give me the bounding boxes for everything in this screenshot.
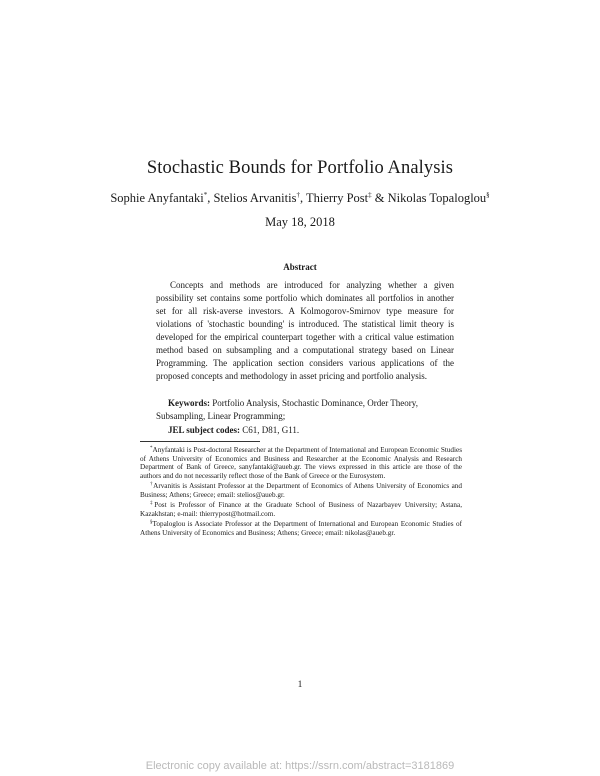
- footnote-mark: §: [150, 520, 153, 526]
- author-footnote-mark: §: [486, 191, 490, 199]
- author-footnote-mark: ‡: [368, 191, 372, 199]
- jel-codes-line: [168, 424, 454, 437]
- footnote-text: Arvanitis is Assistant Professor at the Department of Economics of Athens University of Economics and Business; Athens; Greece; email: stelios@aueb.gr.: [140, 482, 462, 499]
- page-number: 1: [297, 680, 303, 690]
- footnote-mark: †: [150, 482, 154, 488]
- footnote-text: Topaloglou is Associate Professor at the Department of International and European Economic Studies of Athens University of Economics and Business; Athens; Greece; email: nikolas@aueb.gr.: [140, 520, 462, 537]
- author-separator: ,: [207, 191, 214, 205]
- footnote: [140, 500, 462, 518]
- keywords-label: Keywords:: [168, 398, 210, 408]
- footnote-text: Anyfantaki is Post-doctoral Researcher at the Department of International and European Economic Studies of Athens University of Economics and Business and Researcher at the Economic Analysis and Research Department of Bank of Greece, sanyfantaki@aueb.gr. The views expressed in this article are those of the authors and do not necessarily reflect those of the Bank of Greece or the Eurosystem.: [140, 446, 462, 480]
- footnote-divider: [140, 441, 260, 442]
- keywords-line: [156, 397, 454, 423]
- ssrn-watermark: Electronic copy available at: https://ssrn.com/abstract=3181869: [145, 760, 455, 772]
- publication-date: May 18, 2018: [265, 215, 335, 229]
- author-name: Stelios Arvanitis: [213, 191, 297, 205]
- footnote-mark: *: [150, 446, 153, 451]
- footnote-text: Post is Professor of Finance at the Graduate School of Business of Nazarbayev University; Astana, Kazakhstan; e-mail: thierrypost@hotmail.com.: [140, 501, 463, 518]
- abstract-heading: Abstract: [283, 262, 317, 272]
- footnote-mark: ‡: [150, 501, 155, 507]
- paper-title: Stochastic Bounds for Portfolio Analysis: [146, 158, 454, 178]
- footnote: [140, 481, 462, 499]
- footnote: [140, 519, 462, 537]
- author-separator: &: [371, 191, 388, 205]
- author-name: Nikolas Topaloglou: [387, 191, 487, 205]
- author-name: Thierry Post: [305, 191, 369, 205]
- footnote: [140, 445, 462, 480]
- author-name: Sophie Anyfantaki: [110, 191, 204, 205]
- jel-label: JEL subject codes:: [168, 425, 240, 435]
- footnotes-block: [140, 445, 462, 538]
- author-footnote-mark: *: [203, 191, 208, 199]
- abstract-body: Concepts and methods are introduced for analyzing whether a given possibility set contains some portfolio which dominates all portfolios in another set for all risk-averse investors. A Kolmogorov-Smirnov type measure for violations of 'stochastic bounding' is introduced. The statistical limit theory is developed for the empirical counterpart together with a critical value estimation method based on subsampling and a computational strategy based on Linear Programming. The application section considers various applications of the proposed concepts and methodology in asset pricing and portfolio analysis.: [156, 280, 454, 381]
- author-line: [0, 191, 600, 206]
- jel-text: C61, D81, G11.: [242, 425, 300, 435]
- author-separator: ,: [299, 191, 306, 205]
- keywords-text: Portfolio Analysis, Stochastic Dominance, Order Theory, Subsampling, Linear Programming;: [156, 398, 418, 421]
- author-footnote-mark: †: [296, 191, 300, 199]
